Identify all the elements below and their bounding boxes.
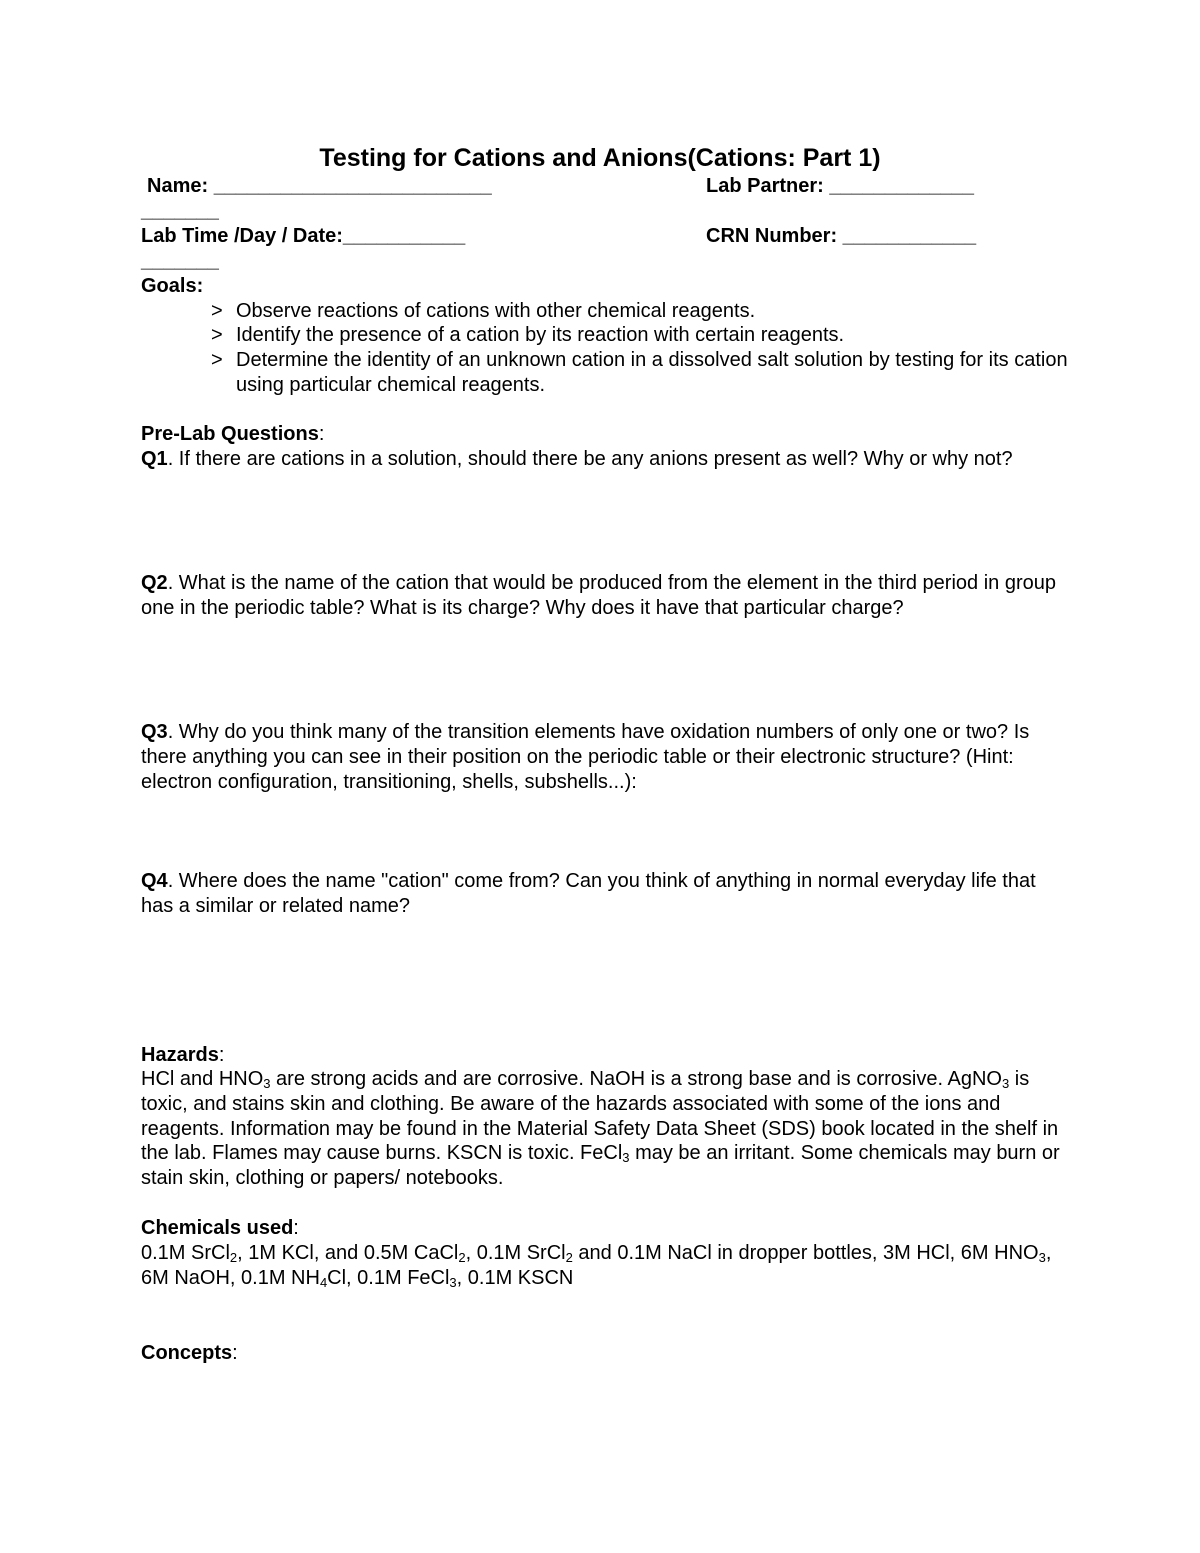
subscript: 2: [229, 1250, 238, 1265]
subscript: 3: [1038, 1250, 1046, 1265]
concepts-heading: [141, 1341, 238, 1366]
question-label: Q4: [141, 870, 168, 892]
chemicals-part: Cl, 0.1M FeCl: [327, 1266, 450, 1289]
chemicals-part: and 0.1M NaCl in dropper bottles, 3M HCl, 6M HNO: [572, 1242, 1039, 1264]
hazards-heading: [141, 1043, 224, 1068]
question-label: Q2: [141, 572, 168, 594]
goal-text: Observe reactions of cations with other chemical reagents.: [236, 300, 756, 322]
prelab-heading-text: Pre-Lab Questions: [141, 423, 319, 445]
goal-marker: >: [211, 300, 223, 322]
name-tail: _: [480, 175, 492, 197]
hazards-part: may be an irritant. Some chemicals may burn or stain skin, clothing or papers/ notebooks.: [141, 1142, 1060, 1190]
hazards-heading-text: Hazards: [141, 1044, 219, 1066]
lab-time-field: Lab Time /Day / Date:___________: [141, 225, 466, 247]
question-text: . If there are cations in a solution, should there be any anions present as well? Why or why not?: [167, 448, 1013, 470]
goal-marker: >: [211, 349, 223, 371]
hazards-part: is toxic, and stains skin and clothing. Be aware of the hazards associated with some of the ions and reagents. Information may be found in the Material Safety Data Sheet (SDS) book located in the shelf in the lab. Flames may cause burns. KSCN is toxic. FeCl: [141, 1068, 1059, 1165]
hazards-part: are strong acids and are corrosive. NaOH is a strong base and is corrosive. AgNO: [270, 1068, 1002, 1090]
hazards-text: [141, 1067, 1061, 1191]
subscript: 2: [458, 1250, 466, 1265]
lab-partner-field: Lab Partner: _____________: [706, 175, 974, 197]
question-text: . Where does the name "cation" come from? Can you think of anything in normal everyday life that has a similar or related name?: [141, 870, 1036, 917]
chemicals-heading-text: Chemicals used: [141, 1217, 294, 1239]
chemicals-part: , 0.1M SrCl: [465, 1242, 566, 1264]
prelab-heading: [141, 422, 324, 447]
question-label: Q1: [141, 448, 168, 470]
subscript: 3: [622, 1150, 630, 1166]
question-q3: [141, 720, 1066, 794]
concepts-heading-text: Concepts: [141, 1342, 233, 1364]
chemicals-part: , 0.1M KSCN: [456, 1266, 574, 1289]
name-label: Name: ________________________: [147, 175, 481, 197]
prelab-colon: :: [318, 423, 325, 445]
subscript: 3: [1001, 1076, 1010, 1091]
hazards-part: HCl and HNO: [141, 1068, 264, 1090]
question-q4: [141, 869, 1066, 919]
chemicals-part: , 6M NaOH, 0.1M NH: [141, 1242, 1052, 1289]
question-text: . What is the name of the cation that would be produced from the element in the third period in group one in the periodic table? What is its charge? Why does it have that particular charge?: [141, 572, 1056, 619]
lab-partner-wrap: _______: [141, 200, 219, 222]
chemicals-list: [141, 1241, 1076, 1291]
chemicals-part: 0.1M SrCl: [141, 1242, 230, 1264]
question-q2: [141, 571, 1066, 621]
goal-text: Identify the presence of a cation by its reaction with certain reagents.: [236, 324, 845, 346]
chemicals-colon: :: [293, 1217, 299, 1239]
subscript: 2: [565, 1250, 573, 1265]
subscript: 3: [263, 1076, 271, 1091]
goal-text: Determine the identity of an unknown cation in a dissolved salt solution by testing for its cation using particular chemical reagents.: [236, 349, 1068, 396]
crn-number-field: CRN Number: ____________: [706, 225, 977, 247]
page-title: Testing for Cations and Anions(Cations: Part 1): [319, 144, 881, 172]
question-q1: [141, 447, 1066, 472]
goal-marker: >: [211, 324, 223, 346]
subscript: 4: [319, 1274, 328, 1290]
hazards-colon: :: [218, 1044, 225, 1066]
chemicals-heading: [141, 1216, 299, 1241]
name-field: [147, 174, 492, 199]
chemicals-part: , 1M KCl, and 0.5M CaCl: [237, 1242, 459, 1264]
question-label: Q3: [141, 721, 168, 743]
crn-wrap: _______: [141, 250, 219, 272]
question-text: . Why do you think many of the transition elements have oxidation numbers of only one or two? Is there anything you can see in their position on the periodic table or their electronic structure? (Hint: electron configuration, transitioning, shells, subshells...):: [141, 721, 1030, 793]
concepts-colon: :: [232, 1342, 238, 1364]
goals-heading: Goals:: [141, 275, 204, 297]
subscript: 3: [449, 1274, 457, 1290]
